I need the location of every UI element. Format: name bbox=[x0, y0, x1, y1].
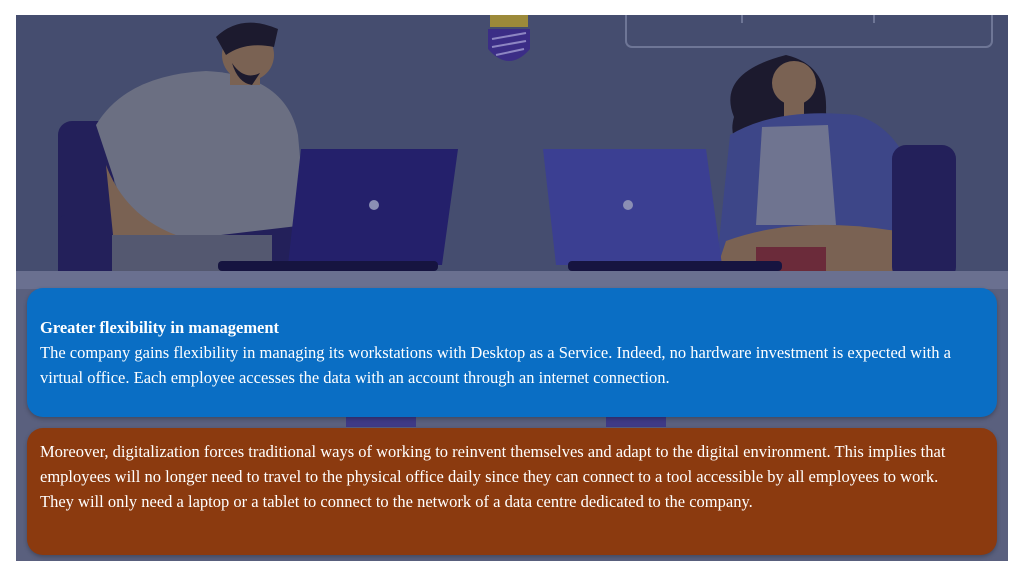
right-chair bbox=[892, 145, 956, 281]
flexibility-info-box bbox=[27, 288, 997, 417]
digitalization-info-box bbox=[27, 428, 997, 555]
box-body: The company gains flexibility in managing its workstations with Desktop as a Service. Indeed, no hardware investment is expected with a virtual office. Each employee accesses the data with an account through an internet connection. bbox=[40, 343, 951, 387]
box-title: Greater flexibility in management bbox=[40, 318, 280, 337]
slide-frame bbox=[16, 15, 1008, 561]
box-body: Moreover, digitalization forces traditional ways of working to reinvent themselves and adapt to the digital environment. This implies that employees will no longer need to travel to the physical office daily since they can connect to a tool accessible by all employees to work. They will only need a laptop or a tablet to connect to the network of a data centre dedicated to the company. bbox=[40, 442, 946, 511]
light-bulb-icon bbox=[488, 15, 530, 61]
